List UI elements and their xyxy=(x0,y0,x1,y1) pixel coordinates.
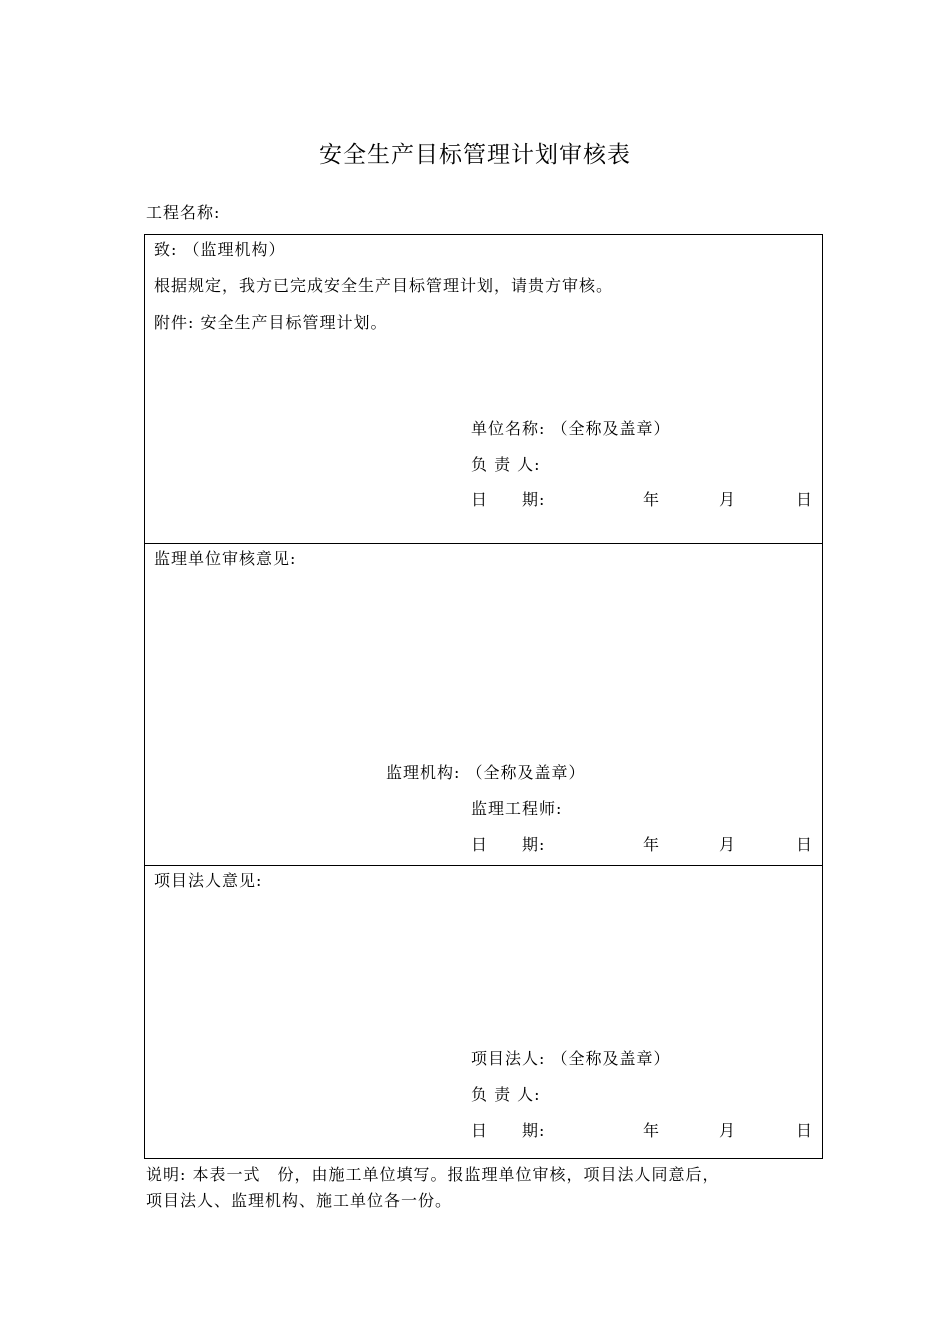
day-label: 日 xyxy=(796,1121,814,1140)
person-in-charge-field: 负 责 人: xyxy=(471,455,541,474)
section-divider xyxy=(144,865,823,866)
legal-person-opinion-heading: 项目法人意见: xyxy=(154,871,263,890)
month-label: 月 xyxy=(719,1121,737,1140)
note-line-1: 说明: 本表一式 份，由施工单位填写。报监理单位审核，项目法人同意后， xyxy=(146,1165,720,1184)
legal-person-field: 项目法人: （全称及盖章） xyxy=(471,1049,671,1068)
day-label: 日 xyxy=(796,835,814,854)
date-field: 日 期: xyxy=(471,835,546,854)
year-label: 年 xyxy=(643,1121,661,1140)
form-table xyxy=(144,234,823,1159)
section-divider xyxy=(144,543,823,544)
supervision-engineer-field: 监理工程师: xyxy=(471,799,563,818)
month-label: 月 xyxy=(719,490,737,509)
date-field: 日 期: xyxy=(471,490,546,509)
person-in-charge-field: 负 责 人: xyxy=(471,1085,541,1104)
page-title: 安全生产目标管理计划审核表 xyxy=(319,142,631,168)
month-label: 月 xyxy=(719,835,737,854)
attachment-line: 附件: 安全生产目标管理计划。 xyxy=(154,313,388,332)
project-name-label: 工程名称: xyxy=(146,203,221,222)
supervision-org-field: 监理机构: （全称及盖章） xyxy=(386,763,586,782)
year-label: 年 xyxy=(643,490,661,509)
day-label: 日 xyxy=(796,490,814,509)
unit-name-field: 单位名称: （全称及盖章） xyxy=(471,419,671,438)
submission-text: 根据规定，我方已完成安全生产目标管理计划，请贵方审核。 xyxy=(154,276,614,295)
year-label: 年 xyxy=(643,835,661,854)
date-field: 日 期: xyxy=(471,1121,546,1140)
note-line-2: 项目法人、监理机构、施工单位各一份。 xyxy=(146,1191,453,1210)
supervision-opinion-heading: 监理单位审核意见: xyxy=(154,549,297,568)
to-line: 致: （监理机构） xyxy=(154,240,286,259)
